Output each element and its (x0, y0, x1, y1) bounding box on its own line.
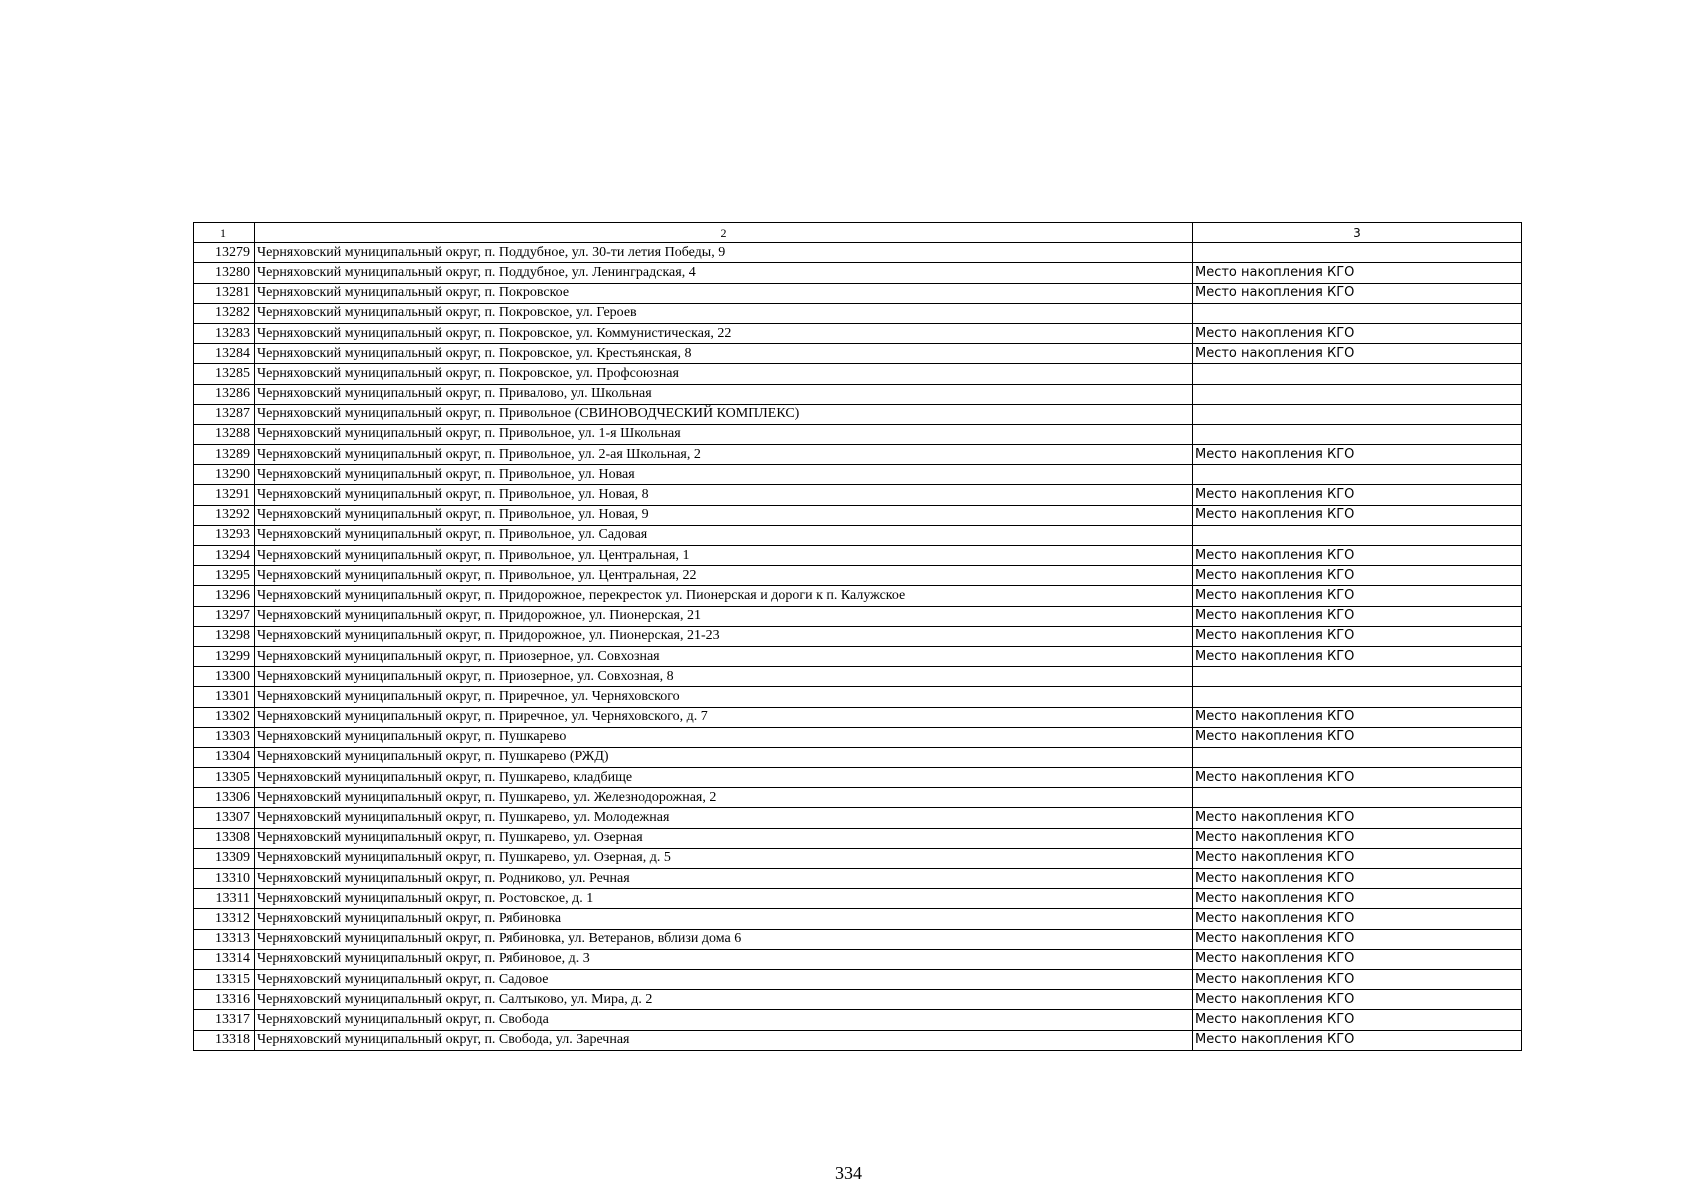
table-row (194, 384, 1522, 404)
address-cell: Черняховский муниципальный округ, п. Рябиновое, д. 3 (255, 949, 1193, 969)
table-row (194, 303, 1522, 323)
table-row (194, 808, 1522, 828)
address-cell: Черняховский муниципальный округ, п. Свобода, ул. Заречная (255, 1030, 1193, 1050)
address-cell: Черняховский муниципальный округ, п. Приозерное, ул. Совхозная (255, 646, 1193, 666)
row-number-cell: 13279 (194, 243, 255, 263)
row-number-cell: 13296 (194, 586, 255, 606)
table-row (194, 949, 1522, 969)
table-row (194, 990, 1522, 1010)
note-cell (1193, 667, 1522, 687)
table-row (194, 889, 1522, 909)
table-row (194, 465, 1522, 485)
row-number-cell: 13298 (194, 626, 255, 646)
table-row (194, 707, 1522, 727)
table-row (194, 869, 1522, 889)
header-col-2: 2 (255, 223, 1193, 243)
address-cell: Черняховский муниципальный округ, п. Привольное (СВИНОВОДЧЕСКИЙ КОМПЛЕКС) (255, 404, 1193, 424)
table-row (194, 344, 1522, 364)
table-row (194, 606, 1522, 626)
note-cell: Место накопления КГО (1193, 586, 1522, 606)
address-cell: Черняховский муниципальный округ, п. Покровское (255, 283, 1193, 303)
note-cell: Место накопления КГО (1193, 626, 1522, 646)
row-number-cell: 13316 (194, 990, 255, 1010)
note-cell: Место накопления КГО (1193, 869, 1522, 889)
note-cell (1193, 303, 1522, 323)
row-number-cell: 13289 (194, 445, 255, 465)
row-number-cell: 13282 (194, 303, 255, 323)
address-cell: Черняховский муниципальный округ, п. Привольное, ул. Центральная, 1 (255, 546, 1193, 566)
data-table (193, 222, 1522, 1051)
note-cell: Место накопления КГО (1193, 263, 1522, 283)
table-row (194, 667, 1522, 687)
table-row (194, 1030, 1522, 1050)
table-row (194, 747, 1522, 767)
address-cell: Черняховский муниципальный округ, п. Покровское, ул. Коммунистическая, 22 (255, 323, 1193, 343)
table-row (194, 364, 1522, 384)
row-number-cell: 13281 (194, 283, 255, 303)
note-cell (1193, 404, 1522, 424)
address-cell: Черняховский муниципальный округ, п. Покровское, ул. Профсоюзная (255, 364, 1193, 384)
table-row (194, 445, 1522, 465)
note-cell: Место накопления КГО (1193, 929, 1522, 949)
header-col-3: 3 (1193, 223, 1522, 243)
address-cell: Черняховский муниципальный округ, п. Пушкарево, кладбище (255, 768, 1193, 788)
table-row (194, 424, 1522, 444)
row-number-cell: 13303 (194, 727, 255, 747)
page-number: 334 (835, 1163, 862, 1183)
row-number-cell: 13305 (194, 768, 255, 788)
table-row (194, 243, 1522, 263)
table-row (194, 1010, 1522, 1030)
row-number-cell: 13300 (194, 667, 255, 687)
table-row (194, 404, 1522, 424)
table-row (194, 505, 1522, 525)
row-number-cell: 13293 (194, 525, 255, 545)
note-cell (1193, 788, 1522, 808)
address-cell: Черняховский муниципальный округ, п. Приозерное, ул. Совхозная, 8 (255, 667, 1193, 687)
row-number-cell: 13285 (194, 364, 255, 384)
row-number-cell: 13313 (194, 929, 255, 949)
note-cell: Место накопления КГО (1193, 485, 1522, 505)
address-cell: Черняховский муниципальный округ, п. Пушкарево, ул. Озерная, д. 5 (255, 848, 1193, 868)
address-cell: Черняховский муниципальный округ, п. Ростовское, д. 1 (255, 889, 1193, 909)
table-row (194, 485, 1522, 505)
address-cell: Черняховский муниципальный округ, п. Привольное, ул. Садовая (255, 525, 1193, 545)
table-row (194, 566, 1522, 586)
address-cell: Черняховский муниципальный округ, п. Покровское, ул. Героев (255, 303, 1193, 323)
note-cell: Место накопления КГО (1193, 1030, 1522, 1050)
address-cell: Черняховский муниципальный округ, п. Придорожное, ул. Пионерская, 21 (255, 606, 1193, 626)
data-table-container (193, 222, 1522, 1051)
row-number-cell: 13311 (194, 889, 255, 909)
note-cell: Место накопления КГО (1193, 969, 1522, 989)
row-number-cell: 13284 (194, 344, 255, 364)
row-number-cell: 13306 (194, 788, 255, 808)
table-row (194, 687, 1522, 707)
row-number-cell: 13290 (194, 465, 255, 485)
note-cell: Место накопления КГО (1193, 505, 1522, 525)
address-cell: Черняховский муниципальный округ, п. Привольное, ул. Новая, 8 (255, 485, 1193, 505)
table-row (194, 263, 1522, 283)
row-number-cell: 13283 (194, 323, 255, 343)
address-cell: Черняховский муниципальный округ, п. Привольное, ул. 1-я Школьная (255, 424, 1193, 444)
table-row (194, 848, 1522, 868)
row-number-cell: 13294 (194, 546, 255, 566)
address-cell: Черняховский муниципальный округ, п. Пушкарево (РЖД) (255, 747, 1193, 767)
note-cell: Место накопления КГО (1193, 344, 1522, 364)
address-cell: Черняховский муниципальный округ, п. Пушкарево, ул. Озерная (255, 828, 1193, 848)
table-body (194, 223, 1522, 1051)
table-row (194, 828, 1522, 848)
row-number-cell: 13304 (194, 747, 255, 767)
row-number-cell: 13286 (194, 384, 255, 404)
address-cell: Черняховский муниципальный округ, п. Пушкарево (255, 727, 1193, 747)
note-cell: Место накопления КГО (1193, 808, 1522, 828)
note-cell: Место накопления КГО (1193, 646, 1522, 666)
address-cell: Черняховский муниципальный округ, п. Поддубное, ул. 30-ти летия Победы, 9 (255, 243, 1193, 263)
table-row (194, 768, 1522, 788)
table-row (194, 646, 1522, 666)
table-row (194, 323, 1522, 343)
table-row (194, 909, 1522, 929)
note-cell: Место накопления КГО (1193, 546, 1522, 566)
note-cell: Место накопления КГО (1193, 990, 1522, 1010)
row-number-cell: 13287 (194, 404, 255, 424)
note-cell: Место накопления КГО (1193, 566, 1522, 586)
note-cell: Место накопления КГО (1193, 606, 1522, 626)
note-cell: Место накопления КГО (1193, 828, 1522, 848)
table-row (194, 525, 1522, 545)
note-cell: Место накопления КГО (1193, 1010, 1522, 1030)
address-cell: Черняховский муниципальный округ, п. Привольное, ул. Новая (255, 465, 1193, 485)
note-cell: Место накопления КГО (1193, 889, 1522, 909)
row-number-cell: 13307 (194, 808, 255, 828)
note-cell: Место накопления КГО (1193, 768, 1522, 788)
note-cell: Место накопления КГО (1193, 727, 1522, 747)
note-cell (1193, 525, 1522, 545)
note-cell (1193, 364, 1522, 384)
note-cell: Место накопления КГО (1193, 909, 1522, 929)
note-cell: Место накопления КГО (1193, 283, 1522, 303)
address-cell: Черняховский муниципальный округ, п. Поддубное, ул. Ленинградская, 4 (255, 263, 1193, 283)
row-number-cell: 13312 (194, 909, 255, 929)
note-cell (1193, 465, 1522, 485)
note-cell: Место накопления КГО (1193, 445, 1522, 465)
table-row (194, 929, 1522, 949)
row-number-cell: 13288 (194, 424, 255, 444)
note-cell (1193, 424, 1522, 444)
header-col-1: 1 (194, 223, 255, 243)
note-cell (1193, 747, 1522, 767)
address-cell: Черняховский муниципальный округ, п. Свобода (255, 1010, 1193, 1030)
row-number-cell: 13314 (194, 949, 255, 969)
table-header-row (194, 223, 1522, 243)
row-number-cell: 13295 (194, 566, 255, 586)
row-number-cell: 13301 (194, 687, 255, 707)
address-cell: Черняховский муниципальный округ, п. Привольное, ул. 2-ая Школьная, 2 (255, 445, 1193, 465)
address-cell: Черняховский муниципальный округ, п. Пушкарево, ул. Железнодорожная, 2 (255, 788, 1193, 808)
note-cell: Место накопления КГО (1193, 323, 1522, 343)
table-row (194, 283, 1522, 303)
row-number-cell: 13299 (194, 646, 255, 666)
address-cell: Черняховский муниципальный округ, п. Привольное, ул. Новая, 9 (255, 505, 1193, 525)
row-number-cell: 13318 (194, 1030, 255, 1050)
row-number-cell: 13317 (194, 1010, 255, 1030)
note-cell: Место накопления КГО (1193, 848, 1522, 868)
row-number-cell: 13292 (194, 505, 255, 525)
address-cell: Черняховский муниципальный округ, п. Придорожное, ул. Пионерская, 21-23 (255, 626, 1193, 646)
row-number-cell: 13308 (194, 828, 255, 848)
row-number-cell: 13297 (194, 606, 255, 626)
row-number-cell: 13310 (194, 869, 255, 889)
table-row (194, 788, 1522, 808)
row-number-cell: 13309 (194, 848, 255, 868)
table-row (194, 727, 1522, 747)
address-cell: Черняховский муниципальный округ, п. Приречное, ул. Черняховского (255, 687, 1193, 707)
note-cell (1193, 687, 1522, 707)
table-row (194, 546, 1522, 566)
address-cell: Черняховский муниципальный округ, п. Рябиновка, ул. Ветеранов, вблизи дома 6 (255, 929, 1193, 949)
address-cell: Черняховский муниципальный округ, п. Покровское, ул. Крестьянская, 8 (255, 344, 1193, 364)
table-row (194, 969, 1522, 989)
address-cell: Черняховский муниципальный округ, п. Привольное, ул. Центральная, 22 (255, 566, 1193, 586)
address-cell: Черняховский муниципальный округ, п. Приречное, ул. Черняховского, д. 7 (255, 707, 1193, 727)
note-cell (1193, 384, 1522, 404)
address-cell: Черняховский муниципальный округ, п. Придорожное, перекресток ул. Пионерская и дороги к п. Калужское (255, 586, 1193, 606)
row-number-cell: 13315 (194, 969, 255, 989)
address-cell: Черняховский муниципальный округ, п. Садовое (255, 969, 1193, 989)
note-cell: Место накопления КГО (1193, 949, 1522, 969)
row-number-cell: 13280 (194, 263, 255, 283)
note-cell (1193, 243, 1522, 263)
note-cell: Место накопления КГО (1193, 707, 1522, 727)
address-cell: Черняховский муниципальный округ, п. Рябиновка (255, 909, 1193, 929)
row-number-cell: 13302 (194, 707, 255, 727)
address-cell: Черняховский муниципальный округ, п. Салтыково, ул. Мира, д. 2 (255, 990, 1193, 1010)
table-row (194, 586, 1522, 606)
row-number-cell: 13291 (194, 485, 255, 505)
address-cell: Черняховский муниципальный округ, п. Родниково, ул. Речная (255, 869, 1193, 889)
address-cell: Черняховский муниципальный округ, п. Привалово, ул. Школьная (255, 384, 1193, 404)
address-cell: Черняховский муниципальный округ, п. Пушкарево, ул. Молодежная (255, 808, 1193, 828)
table-row (194, 626, 1522, 646)
